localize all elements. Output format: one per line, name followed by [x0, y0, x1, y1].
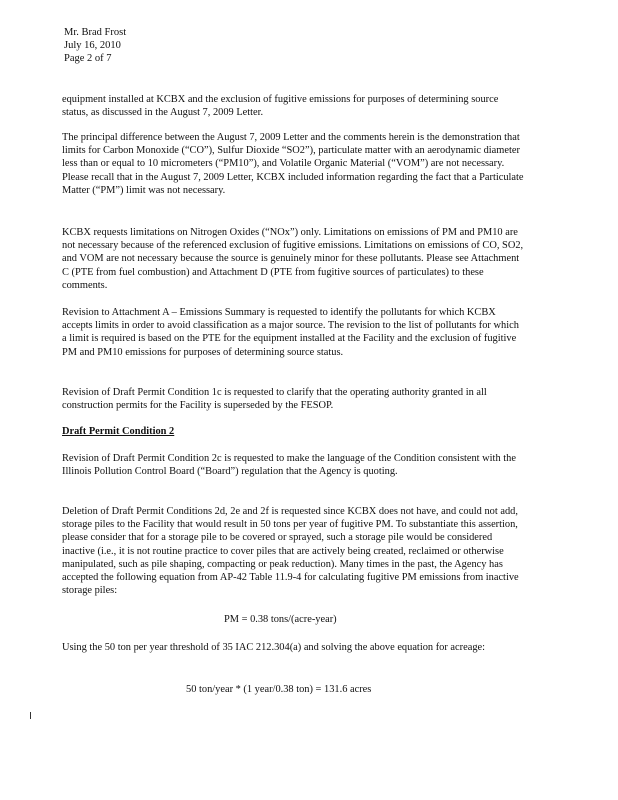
equation-acreage: 50 ton/year * (1 year/0.38 ton) = 131.6 acres [186, 684, 372, 695]
paragraph-8 [62, 641, 524, 654]
paragraph-text: Revision of Draft Permit Condition 1c is requested to clarify that the operating authority granted in all construction permits for the Facility is superseded by the FESOP. [62, 387, 487, 412]
paragraph-text: The principal difference between the August 7, 2009 Letter and the comments herein is the demonstration that limits for Carbon Monoxide (“CO”), Sulfur Dioxide “SO2”), particulate matter with an aerodynamic diameter less than or equal to 10 micrometers (“PM10”), and Volatile Organic Material (“VOM”) are not necessary. Please recall that in the August 7, 2009 Letter, KCBX included information regarding the fact that a Particulate Matter (“PM”) limit was not necessary. [62, 132, 524, 196]
recipient-name: Mr. Brad Frost [64, 27, 127, 38]
paragraph-text: Deletion of Draft Permit Conditions 2d, 2e and 2f is requested since KCBX does not have, and could not add, storage piles to the Facility that would result in 50 tons per year of fugitive PM. To substantiate this assertion, please consider that for a storage pile to be covered or sprayed, such a storage pile would be considered inactive (i.e., it is not routine practice to cover piles that are actively being created, reclaimed or otherwise manipulated, such as pile shaping, compacting or peak reduction). Many times in the past, the Agency has accepted the following equation from AP-42 Table 11.9-4 for calculating fugitive PM emissions from inactive storage piles: [62, 506, 519, 597]
paragraph-text: KCBX requests limitations on Nitrogen Oxides (“NOx”) only. Limitations on emissions of PM and PM10 are not necessary because of the referenced exclusion of fugitive emissions. Limitations on emissions of CO, SO2, and VOM are not necessary because the source is genuinely minor for these pollutants. Please see Attachment C (PTE from fuel combustion) and Attachment D (PTE from fugitive sources of particulates) to these comments. [62, 227, 524, 291]
paragraph-text: equipment installed at KCBX and the exclusion of fugitive emissions for purposes of determining source status, as discussed in the August 7, 2009 Letter. [62, 94, 499, 119]
paragraph-text: Revision to Attachment A – Emissions Summary is requested to identify the pollutants for which KCBX accepts limits in order to avoid classification as a major source. The revision to the list of pollutants for which a limit is required is based on the PTE for the equipment installed at the Facility and the exclusion of fugitive PM and PM10 emissions for purposes of determining source status. [62, 307, 519, 358]
paragraph-text: Revision of Draft Permit Condition 2c is requested to make the language of the Condition consistent with the Illinois Pollution Control Board (“Board”) regulation that the Agency is quoting. [62, 453, 516, 478]
paragraph-5 [62, 386, 524, 412]
letter-date: July 16, 2010 [64, 40, 121, 51]
paragraph-7 [62, 505, 524, 597]
section-heading: Draft Permit Condition 2 [62, 426, 175, 437]
letter-header [64, 26, 126, 65]
paragraph-6 [62, 452, 524, 478]
equation-pm: PM = 0.38 tons/(acre-year) [224, 614, 337, 625]
paragraph-3 [62, 226, 524, 292]
paragraph-text: Using the 50 ton per year threshold of 35 IAC 212.304(a) and solving the above equation for acreage: [62, 642, 486, 653]
paragraph-2 [62, 131, 524, 197]
paragraph-4 [62, 306, 524, 359]
page-number: Page 2 of 7 [64, 53, 112, 64]
margin-mark [30, 712, 31, 719]
paragraph-1 [62, 93, 524, 119]
